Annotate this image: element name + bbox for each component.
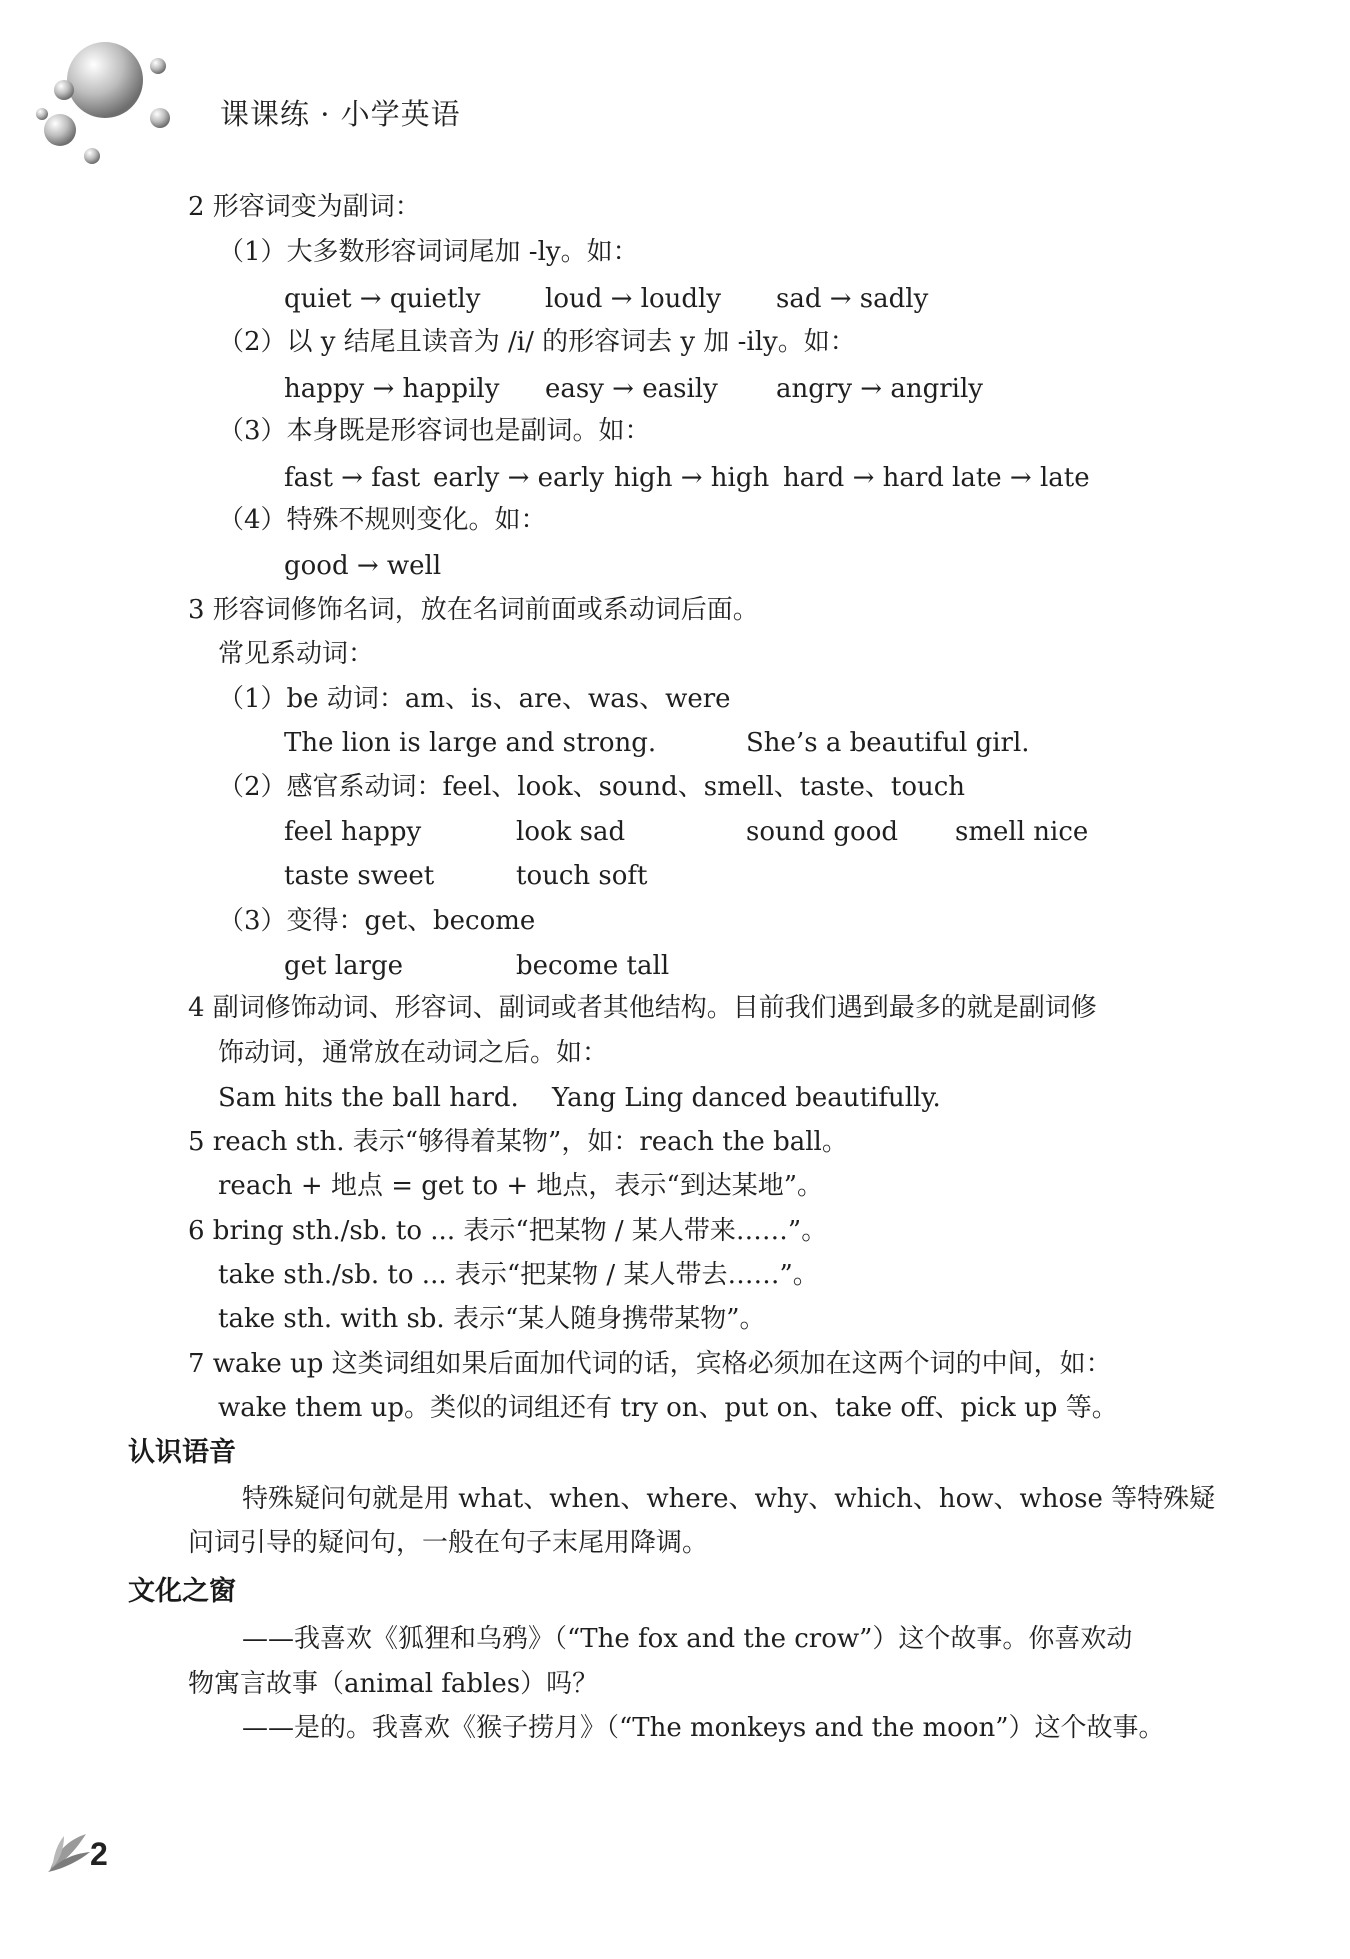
example: Yang Ling danced beautifully. bbox=[552, 1083, 941, 1113]
item-4-line-1: 4 副词修饰动词、形容词、副词或者其他结构。目前我们遇到最多的就是副词修 bbox=[188, 993, 1097, 1023]
example: taste sweet bbox=[284, 861, 435, 891]
example: angry → angrily bbox=[776, 374, 983, 404]
example: loud → loudly bbox=[545, 284, 722, 314]
example: fast → fast bbox=[284, 463, 421, 493]
phonics-line-1: 特殊疑问句就是用 what、when、where、why、which、how、whose 等特殊疑 bbox=[242, 1484, 1216, 1514]
item-6-line-1: 6 bring sth./sb. to ... 表示“把某物 / 某人带来……”。 bbox=[188, 1216, 828, 1246]
culture-line-2: 物寓言故事（animal fables）吗？ bbox=[188, 1669, 599, 1699]
item-7-line-2: wake them up。类似的词组还有 try on、put on、take off、pick up 等。 bbox=[218, 1393, 1118, 1423]
example: late → late bbox=[952, 463, 1090, 493]
example: get large bbox=[284, 951, 404, 981]
example: The lion is large and strong. bbox=[284, 728, 657, 758]
item-3-sub: 常见系动词： bbox=[218, 639, 375, 669]
page-number: 2 bbox=[90, 1836, 108, 1872]
example: quiet → quietly bbox=[284, 284, 481, 314]
example: good → well bbox=[284, 551, 442, 581]
page-header-title: 课课练 · 小学英语 bbox=[220, 97, 461, 131]
example: sound good bbox=[746, 817, 898, 847]
item-4-line-2: 饰动词，通常放在动词之后。如： bbox=[218, 1038, 609, 1068]
item-7-line-1: 7 wake up 这类词组如果后面加代词的话，宾格必须加在这两个词的中间，如： bbox=[188, 1349, 1112, 1379]
item-3-1: （1）be 动词：am、is、are、was、were bbox=[218, 684, 731, 714]
example: become tall bbox=[516, 951, 670, 981]
phonics-heading: 认识语音 bbox=[128, 1437, 236, 1468]
item-5-line-1: 5 reach sth. 表示“够得着某物”，如：reach the ball。 bbox=[188, 1127, 848, 1157]
leaf-icon bbox=[46, 1830, 94, 1874]
phonics-line-2: 问词引导的疑问句，一般在句子末尾用降调。 bbox=[188, 1528, 709, 1558]
example: sad → sadly bbox=[776, 284, 929, 314]
example: look sad bbox=[516, 817, 626, 847]
example: hard → hard bbox=[783, 463, 944, 493]
example: She’s a beautiful girl. bbox=[746, 728, 1030, 758]
example: easy → easily bbox=[545, 374, 718, 404]
item-2-2: （2）以 y 结尾且读音为 /i/ 的形容词去 y 加 -ily。如： bbox=[218, 327, 856, 357]
item-5-line-2: reach + 地点 = get to + 地点，表示“到达某地”。 bbox=[218, 1171, 823, 1201]
example: high → high bbox=[614, 463, 770, 493]
item-2-4: （4）特殊不规则变化。如： bbox=[218, 505, 547, 535]
example: feel happy bbox=[284, 817, 422, 847]
example: smell nice bbox=[955, 817, 1089, 847]
item-2-1: （1）大多数形容词词尾加 -ly。如： bbox=[218, 237, 639, 267]
item-6-line-2: take sth./sb. to ... 表示“把某物 / 某人带去……”。 bbox=[218, 1260, 819, 1290]
example: happy → happily bbox=[284, 374, 500, 404]
item-6-line-3: take sth. with sb. 表示“某人随身携带某物”。 bbox=[218, 1304, 766, 1334]
example: Sam hits the ball hard. bbox=[218, 1083, 519, 1113]
culture-heading: 文化之窗 bbox=[128, 1576, 236, 1607]
item-3-3: （3）变得：get、become bbox=[218, 906, 536, 936]
bubbles-decoration bbox=[30, 30, 190, 170]
culture-line-1: ——我喜欢《狐狸和乌鸦》（“The fox and the crow”）这个故事。你喜欢动 bbox=[242, 1624, 1133, 1654]
item-2-3: （3）本身既是形容词也是副词。如： bbox=[218, 416, 651, 446]
example: touch soft bbox=[516, 861, 648, 891]
item-2-title: 2 形容词变为副词： bbox=[188, 192, 421, 222]
culture-line-3: ——是的。我喜欢《猴子捞月》（“The monkeys and the moon”）这个故事。 bbox=[242, 1713, 1165, 1743]
item-3-2: （2）感官系动词：feel、look、sound、smell、taste、touch bbox=[218, 772, 966, 802]
example: early → early bbox=[433, 463, 604, 493]
item-3-title: 3 形容词修饰名词，放在名词前面或系动词后面。 bbox=[188, 595, 759, 625]
